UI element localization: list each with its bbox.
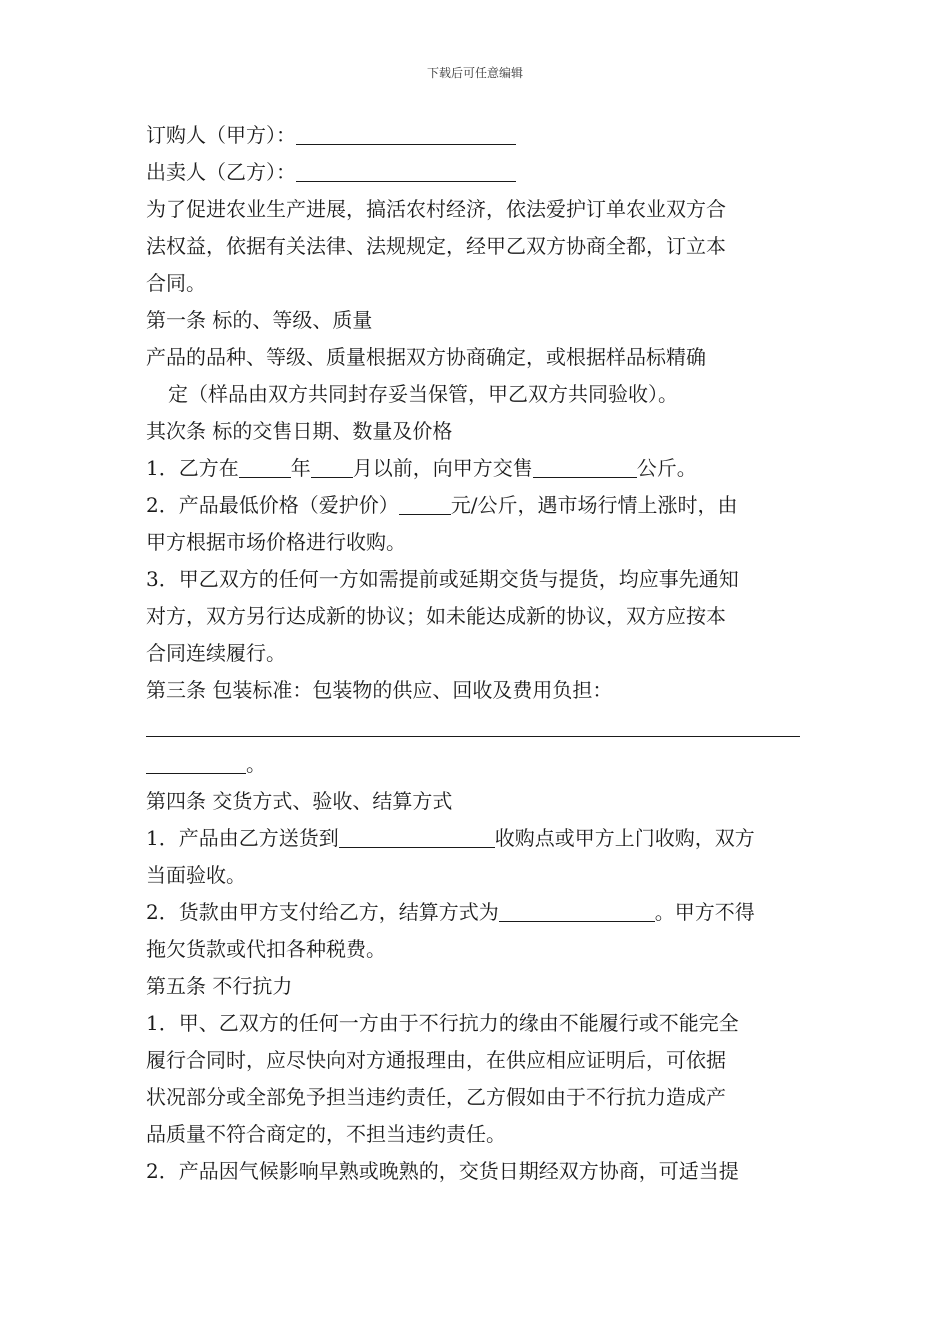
clause-text: 1．产品由乙方送货到 bbox=[146, 826, 339, 850]
price-blank[interactable] bbox=[399, 490, 451, 515]
paragraph-line: 履行合同时，应尽快向对方通报理由，在供应相应证明后，可依据 bbox=[146, 1048, 726, 1072]
settlement-blank[interactable] bbox=[499, 897, 655, 922]
clause-text: 。甲方不得 bbox=[654, 900, 755, 924]
seller-label: 出卖人（乙方）： bbox=[146, 160, 296, 184]
year-blank[interactable] bbox=[239, 453, 291, 478]
clause-2-3: 3．甲乙双方的任何一方如需提前或延期交货与提货，均应事先通知 bbox=[146, 567, 739, 591]
buyer-label: 订购人（甲方）： bbox=[146, 123, 296, 147]
month-blank[interactable] bbox=[311, 453, 353, 478]
clause-text: 月以前，向甲方交售 bbox=[352, 456, 533, 480]
paragraph-line: 甲方根据市场价格进行收购。 bbox=[146, 530, 406, 554]
paragraph-line: 品质量不符合商定的，不担当违约责任。 bbox=[146, 1122, 506, 1146]
paragraph-line: 对方，双方另行达成新的协议；如未能达成新的协议，双方应按本 bbox=[146, 604, 726, 628]
page-header: 下载后可任意编辑 bbox=[426, 66, 523, 80]
clause-2-2 bbox=[146, 487, 810, 524]
clause-text: 元/公斤，遇市场行情上涨时，由 bbox=[450, 493, 738, 517]
clause-text: 公斤。 bbox=[636, 456, 697, 480]
clause-2-1 bbox=[146, 450, 810, 487]
paragraph-line: 合同。 bbox=[146, 271, 206, 295]
clause-text: 。 bbox=[246, 752, 266, 776]
clause-4-2 bbox=[146, 894, 810, 931]
packaging-blank-end[interactable] bbox=[146, 749, 246, 774]
clause-text: 2．货款由甲方支付给乙方，结算方式为 bbox=[146, 900, 499, 924]
contract-body bbox=[146, 117, 810, 1190]
article-4-title: 第四条 交货方式、验收、结算方式 bbox=[146, 789, 453, 813]
quantity-blank[interactable] bbox=[533, 453, 637, 478]
clause-4-1 bbox=[146, 820, 810, 857]
clause-text: 年 bbox=[290, 456, 311, 480]
article-3-title: 第三条 包装标准：包装物的供应、回收及费用负担： bbox=[146, 678, 613, 702]
article-1-title: 第一条 标的、等级、质量 bbox=[146, 308, 373, 332]
paragraph-line: 拖欠货款或代扣各种税费。 bbox=[146, 937, 386, 961]
paragraph-line: 当面验收。 bbox=[146, 863, 246, 887]
paragraph-line: 法权益，依据有关法律、法规规定，经甲乙双方协商全都，订立本 bbox=[146, 234, 726, 258]
paragraph-line: 合同连续履行。 bbox=[146, 641, 286, 665]
clause-5-1: 1．甲、乙双方的任何一方由于不行抗力的缘由不能履行或不能完全 bbox=[146, 1011, 739, 1035]
buyer-line bbox=[146, 117, 810, 154]
paragraph-line: 产品的品种、等级、质量根据双方协商确定，或根据样品标精确 bbox=[146, 345, 706, 369]
paragraph-line: 状况部分或全部免予担当违约责任，乙方假如由于不行抗力造成产 bbox=[146, 1085, 726, 1109]
buyer-blank[interactable] bbox=[296, 120, 516, 145]
article-5-title: 第五条 不行抗力 bbox=[146, 974, 293, 998]
clause-5-2: 2．产品因气候影响早熟或晚熟的，交货日期经双方协商，可适当提 bbox=[146, 1159, 739, 1183]
clause-text: 2．产品最低价格（爱护价） bbox=[146, 493, 399, 517]
clause-text: 1．乙方在 bbox=[146, 456, 239, 480]
packaging-blank-line bbox=[146, 709, 810, 746]
article-2-title: 其次条 标的交售日期、数量及价格 bbox=[146, 419, 453, 443]
paragraph-line: 定（样品由双方共同封存妥当保管，甲乙双方共同验收）。 bbox=[168, 382, 678, 406]
clause-text: 收购点或甲方上门收购，双方 bbox=[494, 826, 755, 850]
packaging-blank-line-2 bbox=[146, 746, 810, 783]
paragraph-line: 为了促进农业生产进展，搞活农村经济，依法爱护订单农业双方合 bbox=[146, 197, 726, 221]
seller-blank[interactable] bbox=[296, 157, 516, 182]
packaging-blank[interactable] bbox=[146, 712, 800, 737]
delivery-point-blank[interactable] bbox=[339, 823, 495, 848]
seller-line bbox=[146, 154, 810, 191]
